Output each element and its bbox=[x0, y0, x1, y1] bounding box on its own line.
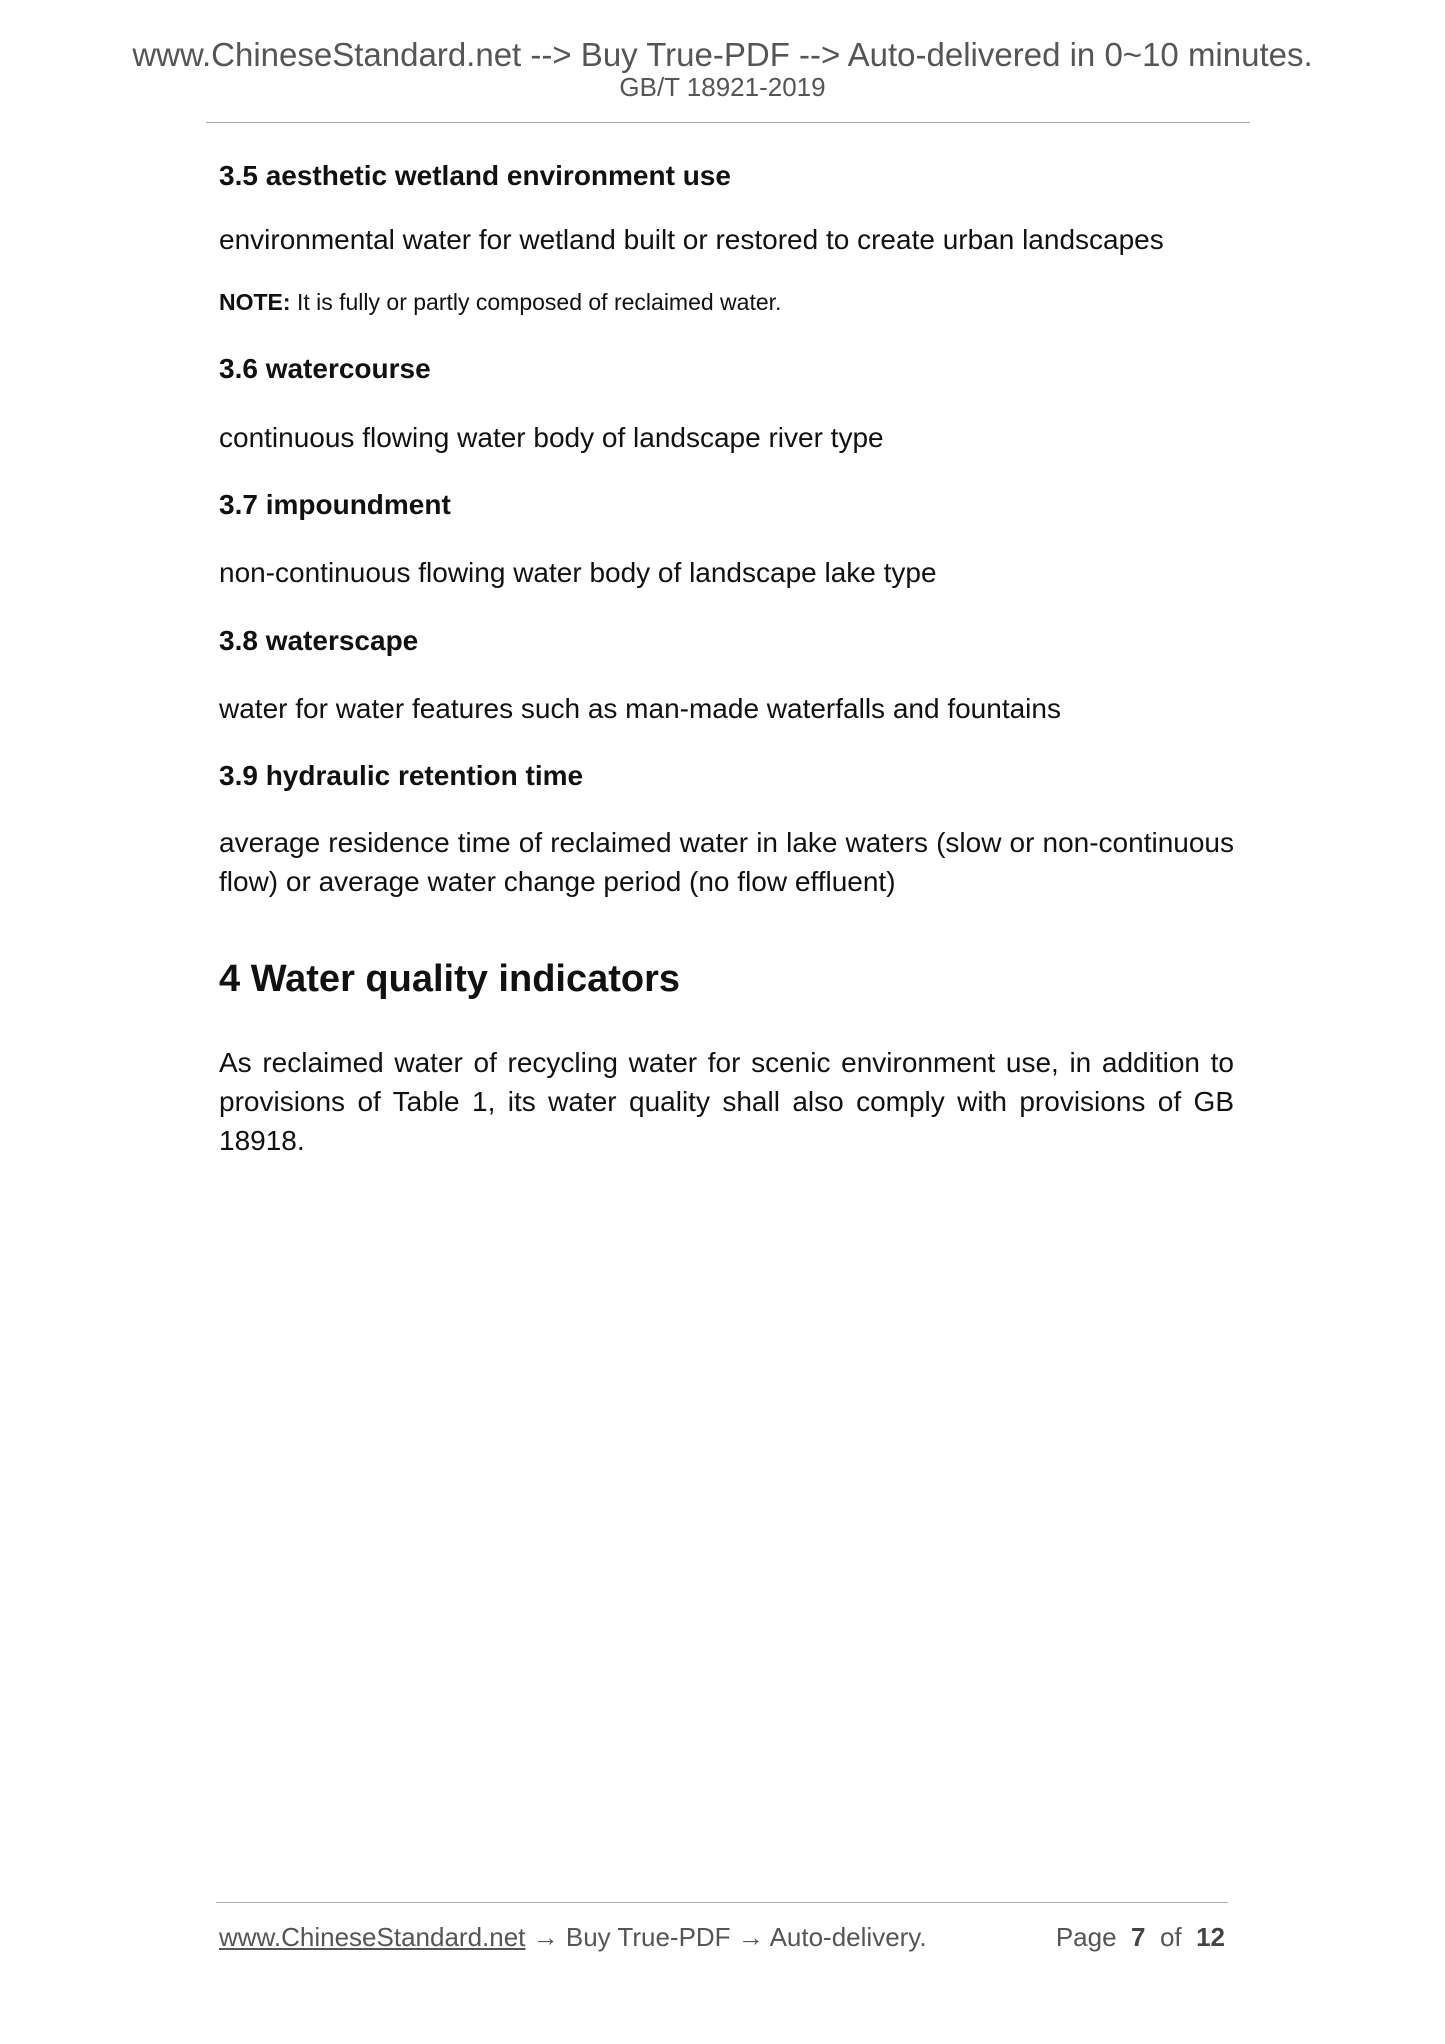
standard-code: GB/T 18921-2019 bbox=[619, 72, 826, 102]
clause-4-body: As reclaimed water of recycling water for scenic environment use, in addition to provisions of Table 1, its water quality shall also comply with provisions of GB 18918. bbox=[219, 1046, 1234, 1156]
term-definition-3-7: non-continuous flowing water body of landscape lake type bbox=[219, 557, 937, 589]
term-definition-3-8: water for water features such as man-made waterfalls and fountains bbox=[219, 693, 1061, 725]
page-current: 7 bbox=[1131, 1922, 1146, 1952]
page-content bbox=[219, 150, 1234, 1160]
page-total: 12 bbox=[1196, 1922, 1225, 1952]
term-definition-3-6: continuous flowing water body of landscape river type bbox=[219, 421, 884, 453]
term-heading-3-5: 3.5 aesthetic wetland environment use bbox=[219, 160, 731, 191]
footer-divider bbox=[216, 1902, 1228, 1903]
term-definition-3-9: average residence time of reclaimed water in lake waters (slow or non-continuous flow) or average water change period (no flow effluent) bbox=[219, 826, 1234, 897]
header-divider bbox=[206, 122, 1250, 123]
note-label: NOTE: bbox=[219, 288, 291, 315]
footer-site-link[interactable]: www.ChineseStandard.net bbox=[219, 1922, 526, 1952]
page-of: of bbox=[1159, 1922, 1182, 1952]
term-note-3-5 bbox=[219, 288, 1234, 318]
header-banner: www.ChineseStandard.net --> Buy True-PDF --> Auto-delivered in 0~10 minutes. bbox=[132, 36, 1313, 73]
page-number bbox=[1056, 1924, 1225, 1950]
page-label: Page bbox=[1055, 1922, 1117, 1952]
term-heading-3-7: 3.7 impoundment bbox=[219, 489, 451, 521]
term-heading-3-8: 3.8 waterscape bbox=[219, 624, 419, 656]
term-heading-3-9: 3.9 hydraulic retention time bbox=[219, 760, 584, 792]
note-text: It is fully or partly composed of reclaimed water. bbox=[296, 288, 782, 315]
page-footer bbox=[219, 1924, 1231, 1950]
term-heading-3-6: 3.6 watercourse bbox=[219, 353, 431, 385]
clause-4-title: 4 Water quality indicators bbox=[219, 957, 681, 1000]
footer-tagline: → Buy True-PDF → Auto-delivery. bbox=[525, 1922, 927, 1952]
term-definition-3-5: environmental water for wetland built or restored to create urban landscapes bbox=[219, 224, 1164, 256]
